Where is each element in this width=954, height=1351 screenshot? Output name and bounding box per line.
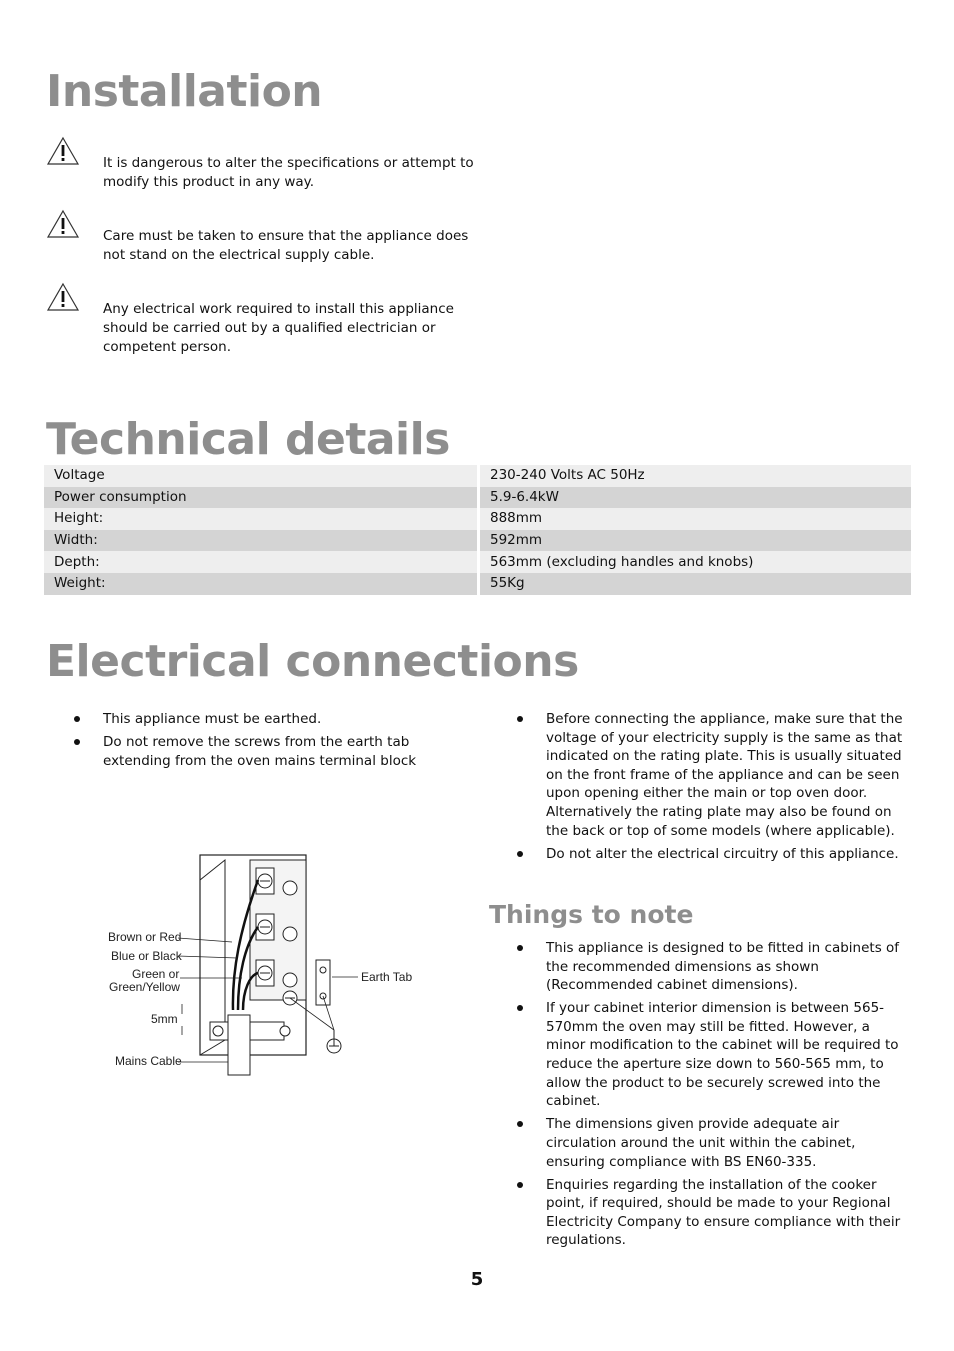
label-earth-tab: Earth Tab xyxy=(361,970,413,984)
electrical-right-list xyxy=(489,710,909,868)
things-to-note-heading: Things to note xyxy=(489,900,694,929)
technical-heading: Technical details xyxy=(46,414,450,465)
spec-label: Weight: xyxy=(44,573,479,595)
spec-table xyxy=(44,465,911,595)
table-row xyxy=(44,530,911,552)
spec-label: Depth: xyxy=(44,551,479,573)
things-to-note-list xyxy=(489,939,909,1255)
spec-label: Width: xyxy=(44,530,479,552)
warning-icon xyxy=(46,136,80,166)
label-blue-wire: Blue or Black xyxy=(111,949,182,963)
spec-value: 230-240 Volts AC 50Hz xyxy=(479,465,912,487)
spec-label: Height: xyxy=(44,508,479,530)
table-row xyxy=(44,465,911,487)
warning-icon xyxy=(46,209,80,239)
list-item: Do not alter the electrical circuitry of this appliance. xyxy=(489,845,909,864)
list-item: If your cabinet interior dimension is between 565-570mm the oven may still be fitted. However, a minor modification to the cabinet will be required to reduce the aperture size down to 560-565 mm, to allow the product to be securely screwed into the cabinet. xyxy=(489,999,909,1111)
spec-value: 5.9-6.4kW xyxy=(479,487,912,509)
list-item: The dimensions given provide adequate air circulation around the unit within the cabinet, ensuring compliance with BS EN60-335. xyxy=(489,1115,909,1171)
list-item: Enquiries regarding the installation of the cooker point, if required, should be made to your Regional Electricity Company to ensure compliance with their regulations. xyxy=(489,1176,909,1250)
label-green-wire-2: Green/Yellow xyxy=(109,980,180,994)
spec-label: Power consumption xyxy=(44,487,479,509)
label-green-wire-1: Green or xyxy=(132,967,180,981)
list-item: This appliance must be earthed. xyxy=(46,710,426,729)
label-brown-wire: Brown or Red xyxy=(108,930,182,944)
list-item: This appliance is designed to be fitted in cabinets of the recommended dimensions as shown (Recommended cabinet dimensions). xyxy=(489,939,909,995)
list-item: Do not remove the screws from the earth tab extending from the oven mains terminal block xyxy=(46,733,426,770)
table-row xyxy=(44,573,911,595)
list-item: Before connecting the appliance, make sure that the voltage of your electricity supply is the same as that indicated on the rating plate. This is usually situated on the front frame of the appliance and can be seen upon opening either the main or top oven door. Alternatively the rating plate may also be found on the back or top of some models (where applicable). xyxy=(489,710,909,840)
installation-heading: Installation xyxy=(46,66,323,117)
table-row xyxy=(44,487,911,509)
terminal-block-diagram xyxy=(100,850,420,1080)
spec-value: 55Kg xyxy=(479,573,912,595)
spec-value: 592mm xyxy=(479,530,912,552)
spec-label: Voltage xyxy=(44,465,479,487)
electrical-heading: Electrical connections xyxy=(46,636,579,687)
warning-text: Any electrical work required to install this appliance should be carried out by a qualified electrician or competent person. xyxy=(103,301,454,355)
spec-value: 563mm (excluding handles and knobs) xyxy=(479,551,912,573)
label-gap: 5mm xyxy=(151,1012,178,1026)
electrical-left-list xyxy=(46,710,426,775)
warning-text: It is dangerous to alter the specifications or attempt to modify this product in any way. xyxy=(103,155,474,190)
table-row xyxy=(44,551,911,573)
spec-value: 888mm xyxy=(479,508,912,530)
label-mains-cable: Mains Cable xyxy=(115,1054,182,1068)
warning-icon xyxy=(46,282,80,312)
table-row xyxy=(44,508,911,530)
warning-text: Care must be taken to ensure that the appliance does not stand on the electrical supply cable. xyxy=(103,228,469,263)
page-number: 5 xyxy=(470,1269,484,1290)
